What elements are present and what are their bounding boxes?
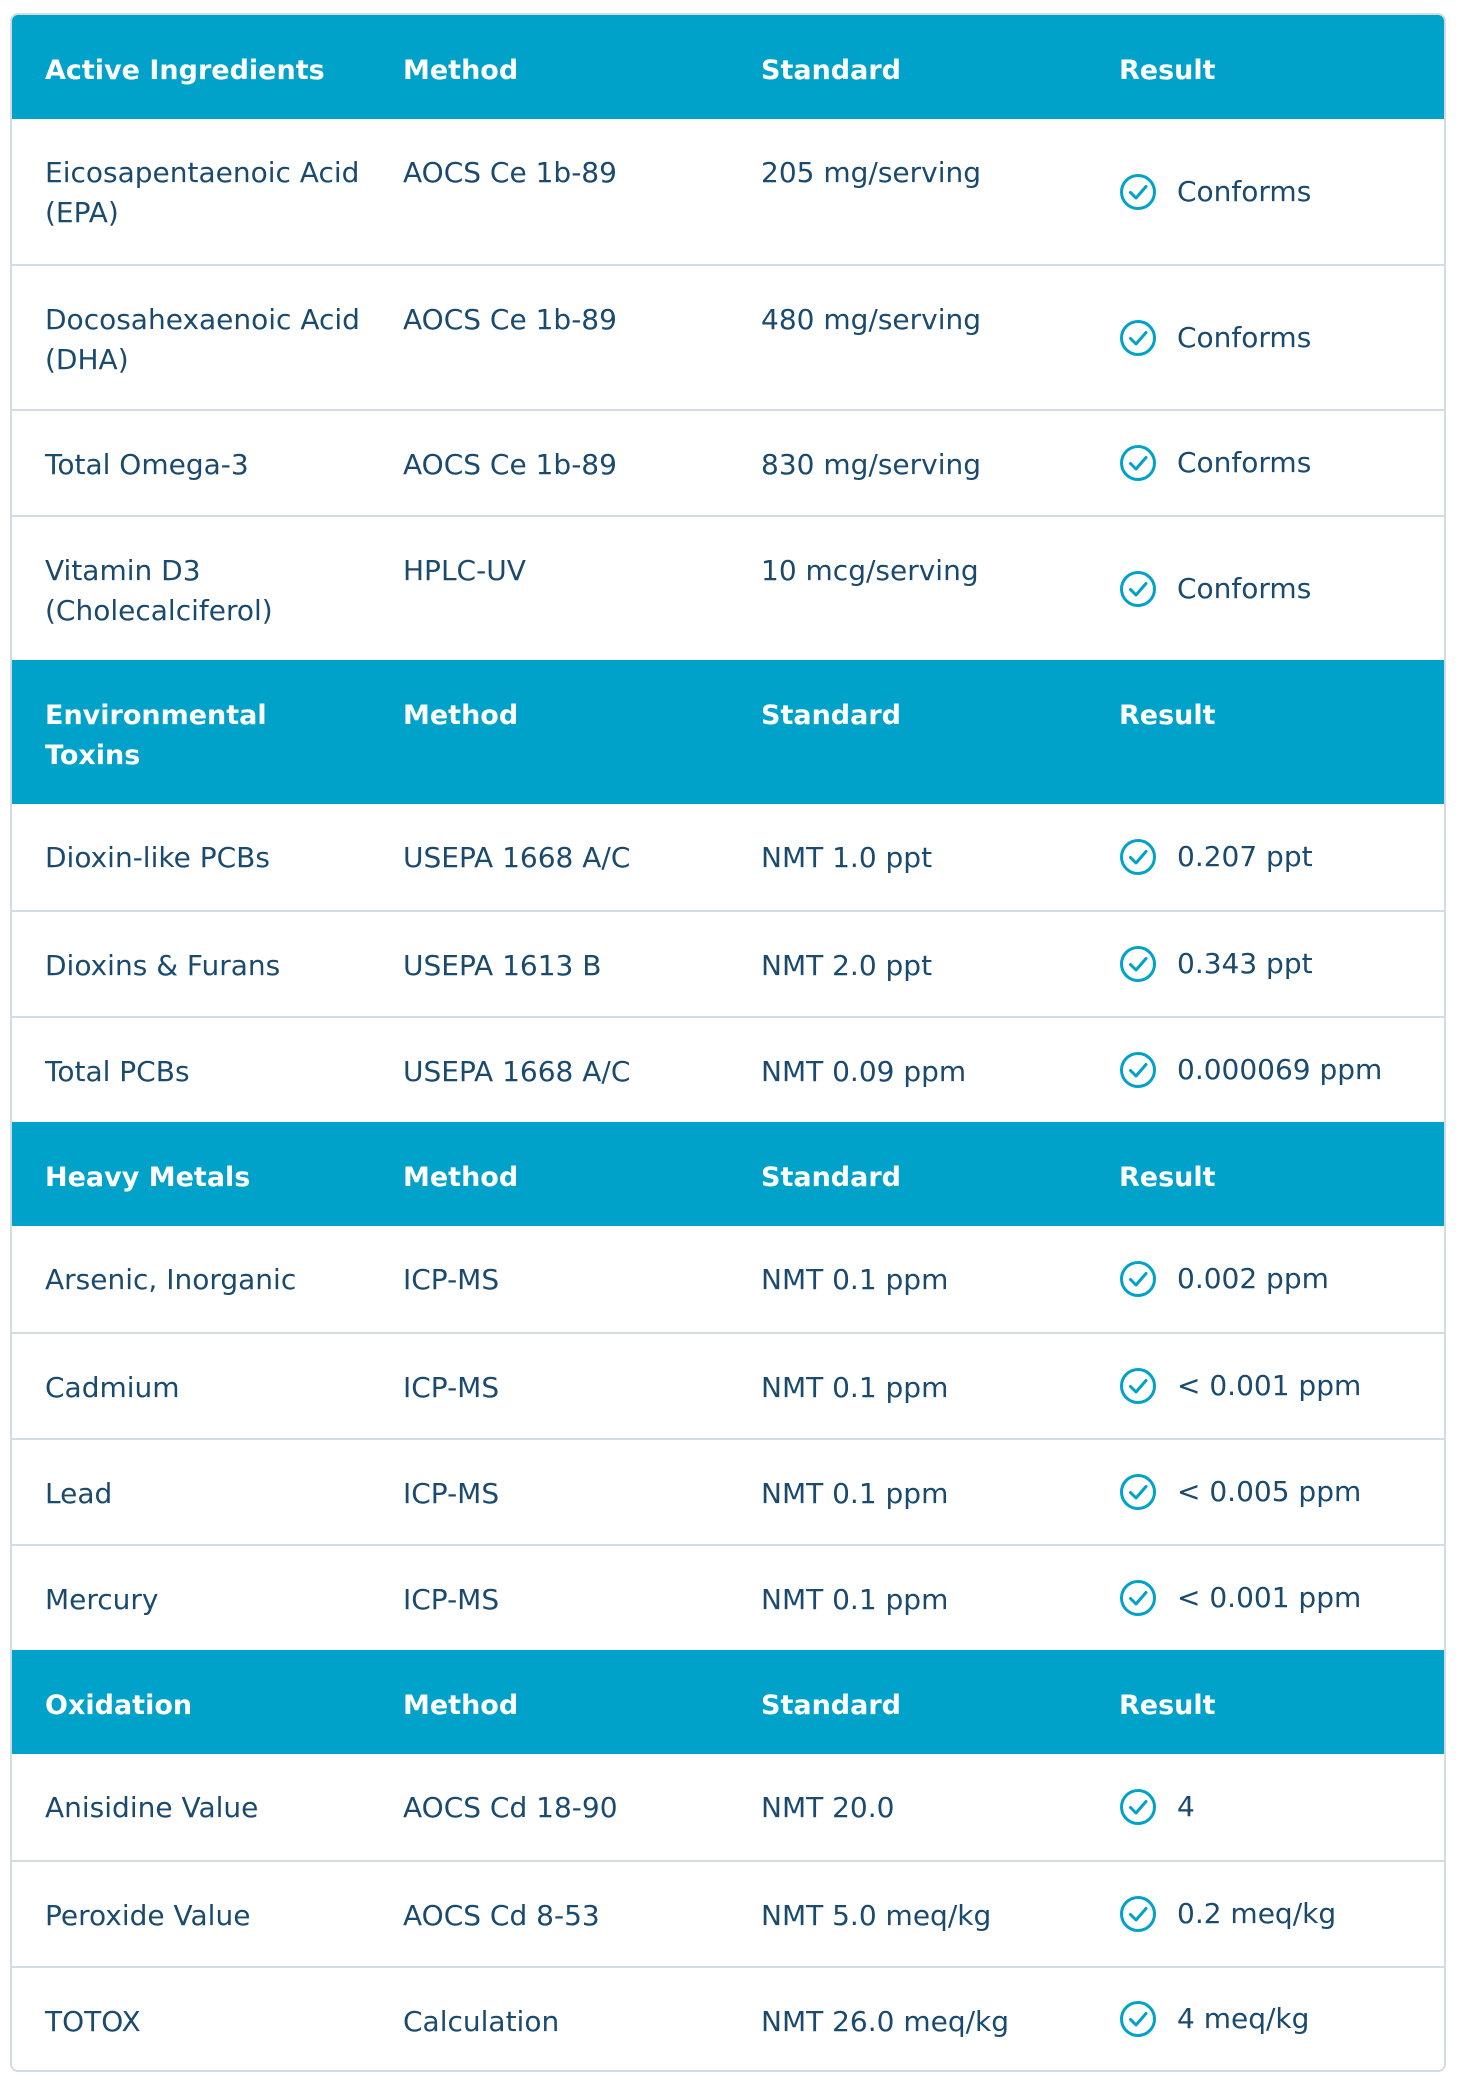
test-name: Total Omega-3 [45, 448, 249, 481]
test-result [1086, 1018, 1444, 1122]
test-result [1086, 1862, 1444, 1966]
table-row [12, 1438, 1444, 1544]
test-result [1086, 411, 1444, 515]
table-row [12, 1226, 1444, 1332]
test-method: USEPA 1613 B [403, 949, 602, 982]
section-header-environmental-toxins [12, 660, 1444, 804]
check-circle-icon [1119, 173, 1157, 211]
section-header-oxidation [12, 1650, 1444, 1754]
header-method: Method [403, 700, 519, 731]
header-method: Method [403, 55, 519, 86]
result-value: 0.002 ppm [1177, 1262, 1329, 1295]
result-value: Conforms [1177, 174, 1312, 208]
check-circle-icon [1119, 1895, 1157, 1933]
test-standard: 830 mg/serving [761, 448, 982, 481]
test-standard: 10 mcg/serving [761, 554, 979, 587]
test-name: Cadmium [45, 1371, 180, 1404]
test-standard: NMT 20.0 [761, 1791, 895, 1824]
test-name: Eicosapentaenoic Acid (EPA) [45, 156, 360, 229]
test-result [1086, 1968, 1444, 2070]
test-standard: NMT 0.1 ppm [761, 1477, 949, 1510]
test-result [1086, 1440, 1444, 1544]
check-circle-icon [1119, 1051, 1157, 1089]
test-method: Calculation [403, 2005, 560, 2038]
result-value: 0.2 meq/kg [1177, 1897, 1337, 1930]
test-name: Arsenic, Inorganic [45, 1263, 297, 1296]
result-value: < 0.001 ppm [1177, 1369, 1362, 1402]
header-result: Result [1119, 700, 1216, 731]
header-method: Method [403, 1690, 519, 1721]
check-circle-icon [1119, 1579, 1157, 1617]
result-value: Conforms [1177, 571, 1312, 605]
check-circle-icon [1119, 570, 1157, 608]
test-result [1086, 266, 1444, 409]
table-row [12, 119, 1444, 264]
check-circle-icon [1119, 945, 1157, 983]
header-category: Active Ingredients [45, 55, 325, 86]
result-value: Conforms [1177, 446, 1312, 479]
test-standard: NMT 5.0 meq/kg [761, 1899, 992, 1932]
table-row [12, 515, 1444, 660]
check-circle-icon [1119, 1367, 1157, 1405]
check-circle-icon [1119, 1788, 1157, 1826]
section-header-heavy-metals [12, 1122, 1444, 1226]
header-result: Result [1119, 1162, 1216, 1193]
header-method: Method [403, 1162, 519, 1193]
test-standard: 480 mg/serving [761, 303, 982, 336]
table-row [12, 1332, 1444, 1438]
result-value: 0.343 ppt [1177, 947, 1313, 980]
header-category: Environmental Toxins [45, 700, 267, 771]
test-method: ICP-MS [403, 1371, 500, 1404]
header-category: Heavy Metals [45, 1162, 251, 1193]
test-method: HPLC-UV [403, 554, 526, 587]
table-row [12, 1754, 1444, 1860]
test-method: AOCS Cd 8-53 [403, 1899, 600, 1932]
header-standard: Standard [761, 55, 901, 86]
test-standard: NMT 1.0 ppt [761, 841, 933, 874]
test-name: Lead [45, 1477, 113, 1510]
test-result [1086, 1334, 1444, 1438]
header-result: Result [1119, 55, 1216, 86]
check-circle-icon [1119, 1260, 1157, 1298]
test-method: AOCS Ce 1b-89 [403, 448, 617, 481]
result-value: 4 meq/kg [1177, 2002, 1310, 2035]
test-name: Dioxins & Furans [45, 949, 281, 982]
test-method: AOCS Ce 1b-89 [403, 156, 617, 189]
table-row [12, 804, 1444, 910]
test-name: Docosahexaenoic Acid (DHA) [45, 303, 360, 376]
test-result [1086, 804, 1444, 910]
test-result [1086, 119, 1444, 264]
header-standard: Standard [761, 700, 901, 731]
test-method: ICP-MS [403, 1263, 500, 1296]
header-category: Oxidation [45, 1690, 193, 1721]
check-circle-icon [1119, 2000, 1157, 2038]
test-standard: NMT 0.1 ppm [761, 1371, 949, 1404]
test-result [1086, 1754, 1444, 1860]
table-row [12, 409, 1444, 515]
header-standard: Standard [761, 1162, 901, 1193]
test-method: AOCS Ce 1b-89 [403, 303, 617, 336]
result-value: 0.207 ppt [1177, 840, 1313, 873]
table-row [12, 264, 1444, 409]
result-value: Conforms [1177, 320, 1312, 354]
section-header-active-ingredients [12, 15, 1444, 119]
table-row [12, 1860, 1444, 1966]
test-name: TOTOX [45, 2005, 141, 2038]
table-row [12, 1544, 1444, 1650]
result-value: < 0.001 ppm [1177, 1581, 1362, 1614]
test-method: USEPA 1668 A/C [403, 1055, 631, 1088]
test-name: Vitamin D3 (Cholecalciferol) [45, 554, 273, 627]
table-row [12, 910, 1444, 1016]
test-standard: NMT 0.1 ppm [761, 1583, 949, 1616]
test-result [1086, 912, 1444, 1016]
check-circle-icon [1119, 838, 1157, 876]
result-value: 0.000069 ppm [1177, 1053, 1383, 1086]
test-result [1086, 517, 1444, 660]
test-name: Dioxin-like PCBs [45, 841, 270, 874]
test-method: AOCS Cd 18-90 [403, 1791, 618, 1824]
test-method: ICP-MS [403, 1477, 500, 1510]
test-standard: NMT 0.09 ppm [761, 1055, 967, 1088]
test-name: Anisidine Value [45, 1791, 259, 1824]
test-results-table [10, 13, 1446, 2072]
test-method: ICP-MS [403, 1583, 500, 1616]
test-name: Mercury [45, 1583, 159, 1616]
table-row [12, 1966, 1444, 2070]
check-circle-icon [1119, 319, 1157, 357]
test-method: USEPA 1668 A/C [403, 841, 631, 874]
header-result: Result [1119, 1690, 1216, 1721]
test-standard: NMT 2.0 ppt [761, 949, 933, 982]
test-standard: NMT 0.1 ppm [761, 1263, 949, 1296]
table-row [12, 1016, 1444, 1122]
test-name: Total PCBs [45, 1055, 190, 1088]
check-circle-icon [1119, 444, 1157, 482]
result-value: < 0.005 ppm [1177, 1475, 1362, 1508]
test-standard: 205 mg/serving [761, 156, 982, 189]
test-standard: NMT 26.0 meq/kg [761, 2005, 1010, 2038]
header-standard: Standard [761, 1690, 901, 1721]
test-result [1086, 1226, 1444, 1332]
check-circle-icon [1119, 1473, 1157, 1511]
test-name: Peroxide Value [45, 1899, 251, 1932]
result-value: 4 [1177, 1790, 1195, 1823]
test-result [1086, 1546, 1444, 1650]
